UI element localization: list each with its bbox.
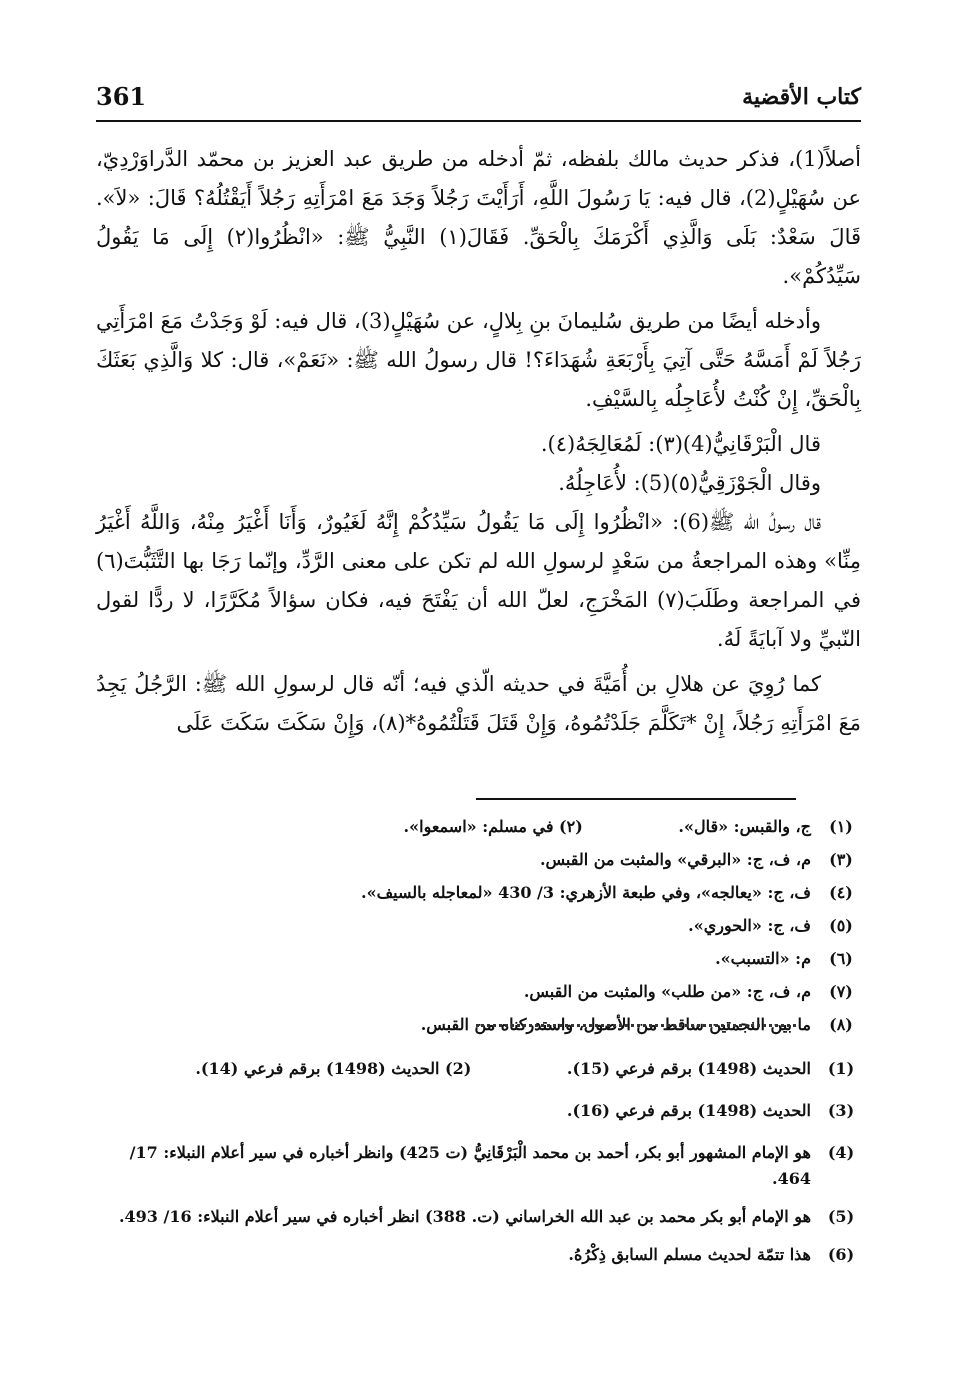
footnote-number: (6): [827, 1245, 855, 1264]
footnote-number: (٢): [559, 817, 583, 836]
paragraph: وقال الْجَوْزَقِيُّ(٥)(5): لأُعَاجِلُهُ.: [558, 471, 821, 495]
footnote-number: (1): [827, 1059, 855, 1078]
footnote-text: هو الإمام أبو بكر محمد بن عبد الله الخراساني (ت. 388) انظر أخباره في سير أعلام النبلاء: 16/ 493.: [118, 1207, 811, 1226]
footnote: [96, 1056, 861, 1082]
footnote: [96, 948, 861, 970]
main-text: [96, 140, 861, 749]
paragraph: كما رُوِيَ عن هلالِ بن أُمَيَّةَ في حديثه الّذي فيه؛ أنّه قال لرسولِ الله ﷺ: الرَّجُلُ يَجِدُ مَعَ امْرَأَتِهِ رَجُلاً، إِنْ *تَكَلَّمَ جَلَدْتُمُوهُ، وَإِنْ قَتَلَ قَتَلْتُمُوهُ*(٨)، وَإِنْ سَكَتَ سَكَتَ عَلَى: [96, 672, 861, 735]
page-header: [96, 80, 861, 116]
paragraph: أصلاً(1)، فذكر حديث مالك بلفظه، ثمّ أدخله من طريق عبد العزيز بن محمّد الدَّراوَرْدِيّ، عن سُهَيْلٍ(2)، قال فيه: يَا رَسُولَ اللَّهِ، أَرَأَيْتَ رَجُلاً وَجَدَ مَعَ امْرَأَتِهِ رَجُلاً أَيَقْتُلُهُ؟ قَالَ: «لاَ». قَالَ سَعْدٌ: بَلَى وَالَّذِي أَكْرَمَكَ بِالْحَقِّ. فَقَالَ(١) النَّبِيُّ ﷺ: «انْظُرُوا(٢) إِلَى مَا يَقُولُ سَيِّدُكُمْ».: [96, 147, 861, 288]
paragraph: قال رسولُ الله ﷺ(6): «انْظُرُوا إِلَى مَا يَقُولُ سَيِّدُكُمْ إِنَّهُ لَغَيُورٌ، وَأَنَا أَغْيَرُ مِنْهُ، وَاللَّهُ أَغْيَرُ مِنِّا» وهذه المراجعةُ من سَعْدٍ لرسولِ الله لم تكن على معنى الرَّدِّ، وإنّما رَجَا بها التَّثَبُّتَ(٦) في المراجعة وطَلَبَ(٧) المَخْرَجِ، لعلّ الله أن يَفْتَحَ فيه، فكان سؤالاً مُكَرَّرًا، لا ردًّا لقول النّبيِّ ولا آبايَةً لَهُ.: [96, 510, 861, 651]
variant-footnotes: [96, 816, 861, 1047]
footnote: [96, 849, 861, 871]
dotted-separator: [476, 1024, 796, 1027]
footnote-text: هو الإمام المشهور أبو بكر، أحمد بن محمد الْبَرْقَانِيُّ (ت 425) وانظر أخباره في سير أعلام النبلاء: 17/ 464.: [129, 1143, 811, 1188]
footnote: [96, 915, 861, 937]
footnote-text: ج، والقبس: «قال».: [678, 817, 811, 836]
footnote-number: (2): [445, 1059, 472, 1078]
footnote: [96, 882, 861, 904]
footnote-text: الحديث (1498) برقم فرعي (14).: [195, 1059, 440, 1078]
footnote-number: (١): [829, 817, 853, 836]
footnote-number: (٦): [829, 949, 853, 968]
footnote-number: (٣): [829, 850, 853, 869]
footnote-text: الحديث (1498) برقم فرعي (15).: [566, 1059, 811, 1078]
footnote-text: الحديث (1498) برقم فرعي (16).: [566, 1101, 811, 1120]
footnote-number: (4): [827, 1143, 855, 1162]
footnote: [96, 1242, 861, 1268]
footnote-text: ف، ج: «يعالجه»، وفي طبعة الأزهري: 3/ 430 «لمعاجله بالسيف».: [361, 883, 811, 902]
footnote: [96, 981, 861, 1003]
footnote: [96, 1140, 861, 1192]
footnote: [96, 816, 861, 838]
footnote-number: (٤): [829, 883, 853, 902]
paragraph: قال الْبَرْقَانِيُّ(4)(٣): لَمُعَالِجَهُ(٤).: [540, 432, 821, 456]
header-rule: [96, 120, 861, 122]
footnote-text: م: «التسبب».: [715, 949, 811, 968]
paragraph: وأدخله أيضًا من طريق سُليمانَ بنِ بِلالٍ، عن سُهَيْلٍ(3)، قال فيه: لَوْ وَجَدْتُ مَعَ امْرَأَتِي رَجُلاً لَمْ أَمَسَّهُ حَتَّى آتِيَ بِأَرْبَعَةِ شُهَدَاءَ؟! قال رسولُ الله ﷺ: «نَعَمْ»، قال: كلا وَالَّذِي بَعَثَكَ بِالْحَقِّ، إِنْ كُنْتُ لأُعَاجِلُه بِالسَّيْفِ.: [96, 309, 861, 411]
running-title: كتاب الأقضية: [742, 84, 861, 110]
footnote-text: م، ف، ج: «من طلب» والمثبت من القبس.: [523, 982, 811, 1001]
footnote-number: (5): [827, 1207, 855, 1226]
footnote: [96, 1098, 861, 1124]
footnote-text: ما بين النجمتين ساقط من الأصول، واستدركناه من القبس.: [420, 1015, 811, 1034]
source-footnotes: [96, 1056, 861, 1284]
footnote-rule: [476, 798, 796, 800]
footnote-text: ف، ج: «الحوري».: [688, 916, 811, 935]
footnote-number: (٧): [829, 982, 853, 1001]
page-number: 361: [96, 82, 147, 111]
footnote: [96, 1204, 861, 1230]
footnote-text: في مسلم: «اسمعوا».: [403, 817, 554, 836]
footnote-number: (٨): [829, 1015, 853, 1034]
footnote-number: (٥): [829, 916, 853, 935]
footnote-text: هذا تتمّة لحديث مسلم السابق ذِكْرُهُ.: [568, 1245, 811, 1264]
footnote-text: م، ف، ج: «البرقي» والمثبت من القبس.: [539, 850, 811, 869]
footnote-number: (3): [827, 1101, 855, 1120]
